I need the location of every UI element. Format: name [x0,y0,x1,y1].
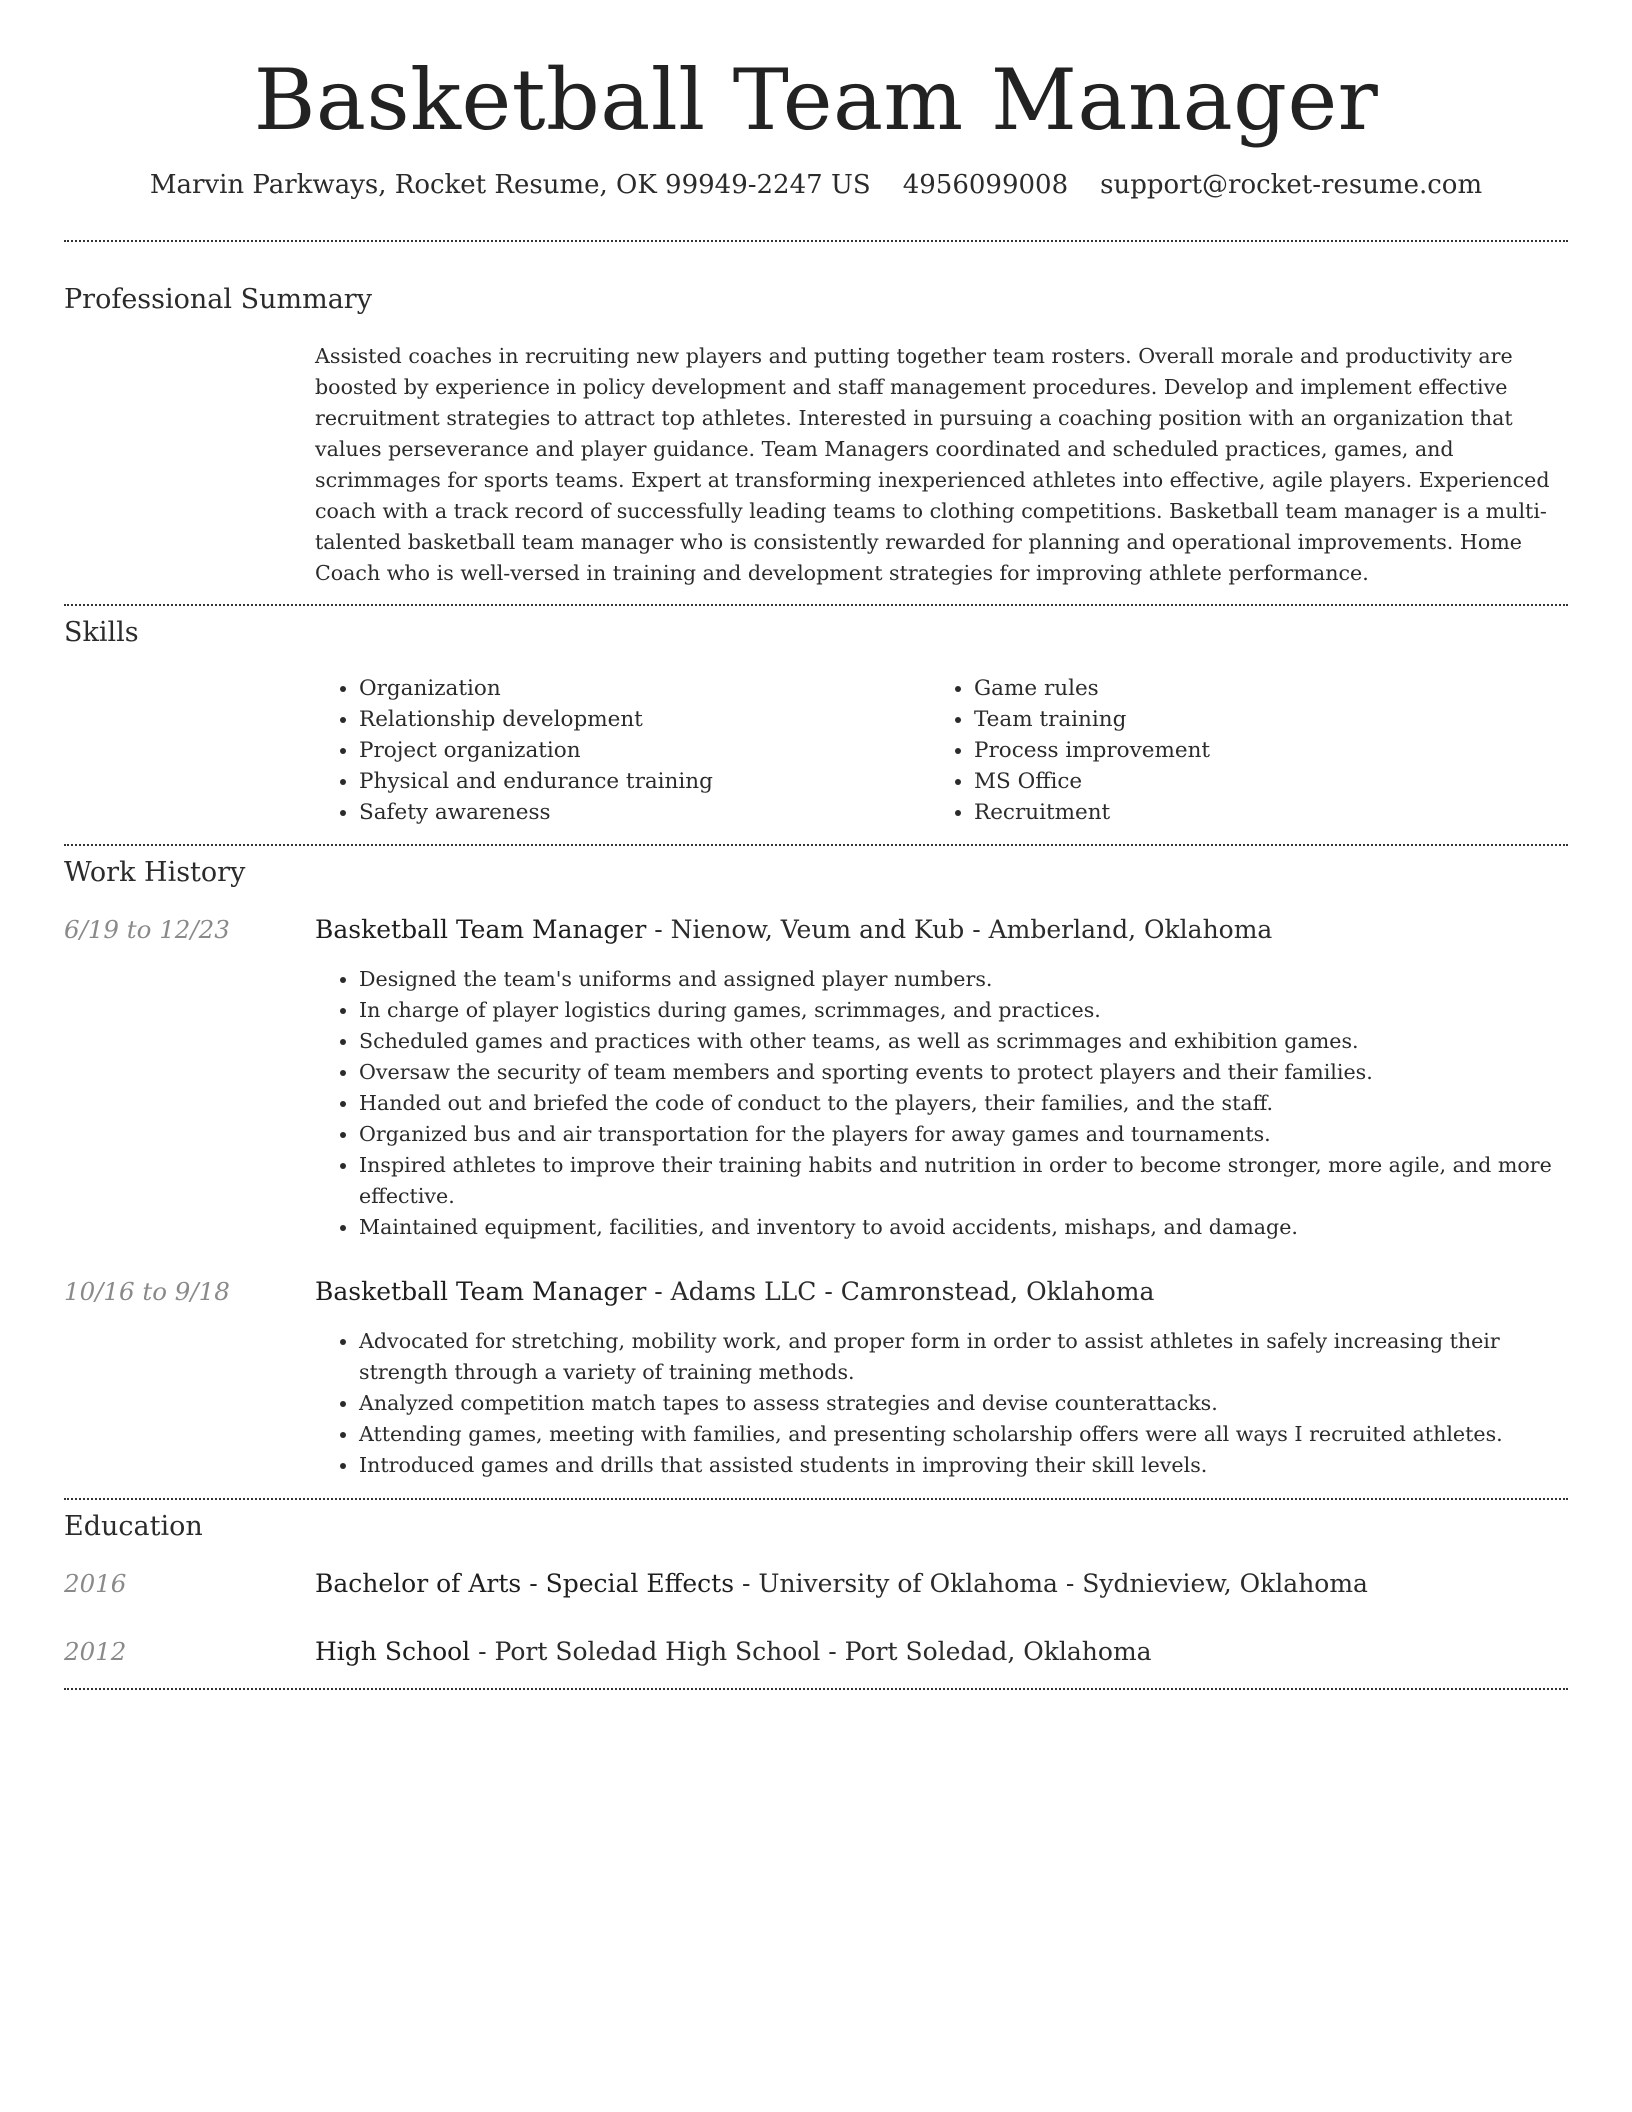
skill-item: • Organization [359,673,875,704]
education-school: - University of Oklahoma - Sydnieview, Oklahoma [734,1569,1368,1598]
education-entry [315,1567,1368,1601]
divider [64,1688,1568,1690]
resume-name: Basketball Team Manager [253,51,1379,149]
divider [64,604,1568,606]
job-bullet: • Maintained equipment, facilities, and inventory to avoid accidents, mishaps, and damage. [359,1212,1567,1243]
job-bullet: • Inspired athletes to improve their training habits and nutrition in order to become stronger, more agile, and more effective. [359,1150,1567,1212]
job-bullet: • Advocated for stretching, mobility work, and proper form in order to assist athletes in safely increasing their strength through a variety of training methods. [359,1326,1567,1388]
education-school: - Port Soledad High School - Port Soledad, Oklahoma [470,1637,1152,1666]
education-degree: Bachelor of Arts - Special Effects [315,1569,735,1598]
job-bullets [315,1326,1567,1481]
divider [64,1498,1568,1500]
divider [64,844,1568,846]
skill-item: • Recruitment [974,797,1490,828]
skill-item: • Relationship development [359,704,875,735]
skill-item: • MS Office [974,766,1490,797]
section-title-work: Work History [64,857,246,888]
education-year: 2012 [64,1637,127,1666]
skills-column-left [315,673,875,828]
contact-phone: 4956099008 [902,170,1069,200]
contact-email: support@rocket-resume.com [1100,170,1483,200]
skill-item: • Team training [974,704,1490,735]
skill-item: • Game rules [974,673,1490,704]
job-title [315,1275,1154,1309]
job-bullet: • Scheduled games and practices with other teams, as well as scrimmages and exhibition games. [359,1026,1567,1057]
job-bullet: • Organized bus and air transportation for the players for away games and tournaments. [359,1119,1567,1150]
job-position: Basketball Team Manager [315,1277,647,1306]
summary-text: Assisted coaches in recruiting new players and putting together team rosters. Overall morale and productivity are boosted by experience in policy development and staff management procedures. Develop and implement effective recruitment strategies to attract top athletes. Interested in pursuing a coaching position with an organization that values perseverance and player guidance. Team Managers coordinated and scheduled practices, games, and scrimmages for sports teams. Expert at transforming inexperienced athletes into effective, agile players. Experienced coach with a track record of successfully leading teams to clothing competitions. Basketball team manager is a multi-talented basketball team manager who is consistently rewarded for planning and operational improvements. Home Coach who is well-versed in training and development strategies for improving athlete performance. [315,344,1550,585]
job-bullet: • Handed out and briefed the code of conduct to the players, their families, and the staff. [359,1088,1567,1119]
job-bullet: • Attending games, meeting with families, and presenting scholarship offers were all ways I recruited athletes. [359,1419,1567,1450]
job-bullet: • Designed the team's uniforms and assigned player numbers. [359,964,1567,995]
job-dates: 10/16 to 9/18 [64,1277,230,1306]
section-title-skills: Skills [64,617,139,648]
job-bullet: • Oversaw the security of team members and sporting events to protect players and their families. [359,1057,1567,1088]
job-dates: 6/19 to 12/23 [64,915,230,944]
skill-item: • Process improvement [974,735,1490,766]
job-bullet: • In charge of player logistics during games, scrimmages, and practices. [359,995,1567,1026]
education-entry [315,1635,1152,1669]
education-year: 2016 [64,1569,127,1598]
education-degree: High School [315,1637,471,1666]
skill-item: • Project organization [359,735,875,766]
divider [64,240,1568,242]
contact-line [0,168,1632,202]
job-position: Basketball Team Manager [315,915,647,944]
job-bullets [315,964,1567,1243]
contact-address: Marvin Parkways, Rocket Resume, OK 99949-2247 US [149,170,871,200]
section-title-education: Education [64,1511,203,1542]
job-employer: - Adams LLC - Camronstead, Oklahoma [646,1277,1155,1306]
section-title-summary: Professional Summary [64,284,372,315]
job-bullet: • Analyzed competition match tapes to assess strategies and devise counterattacks. [359,1388,1567,1419]
job-title [315,913,1272,947]
job-employer: - Nienow, Veum and Kub - Amberland, Oklahoma [646,915,1273,944]
job-bullet: • Introduced games and drills that assisted students in improving their skill levels. [359,1450,1567,1481]
skills-column-right [930,673,1490,828]
skill-item: • Safety awareness [359,797,875,828]
skill-item: • Physical and endurance training [359,766,875,797]
